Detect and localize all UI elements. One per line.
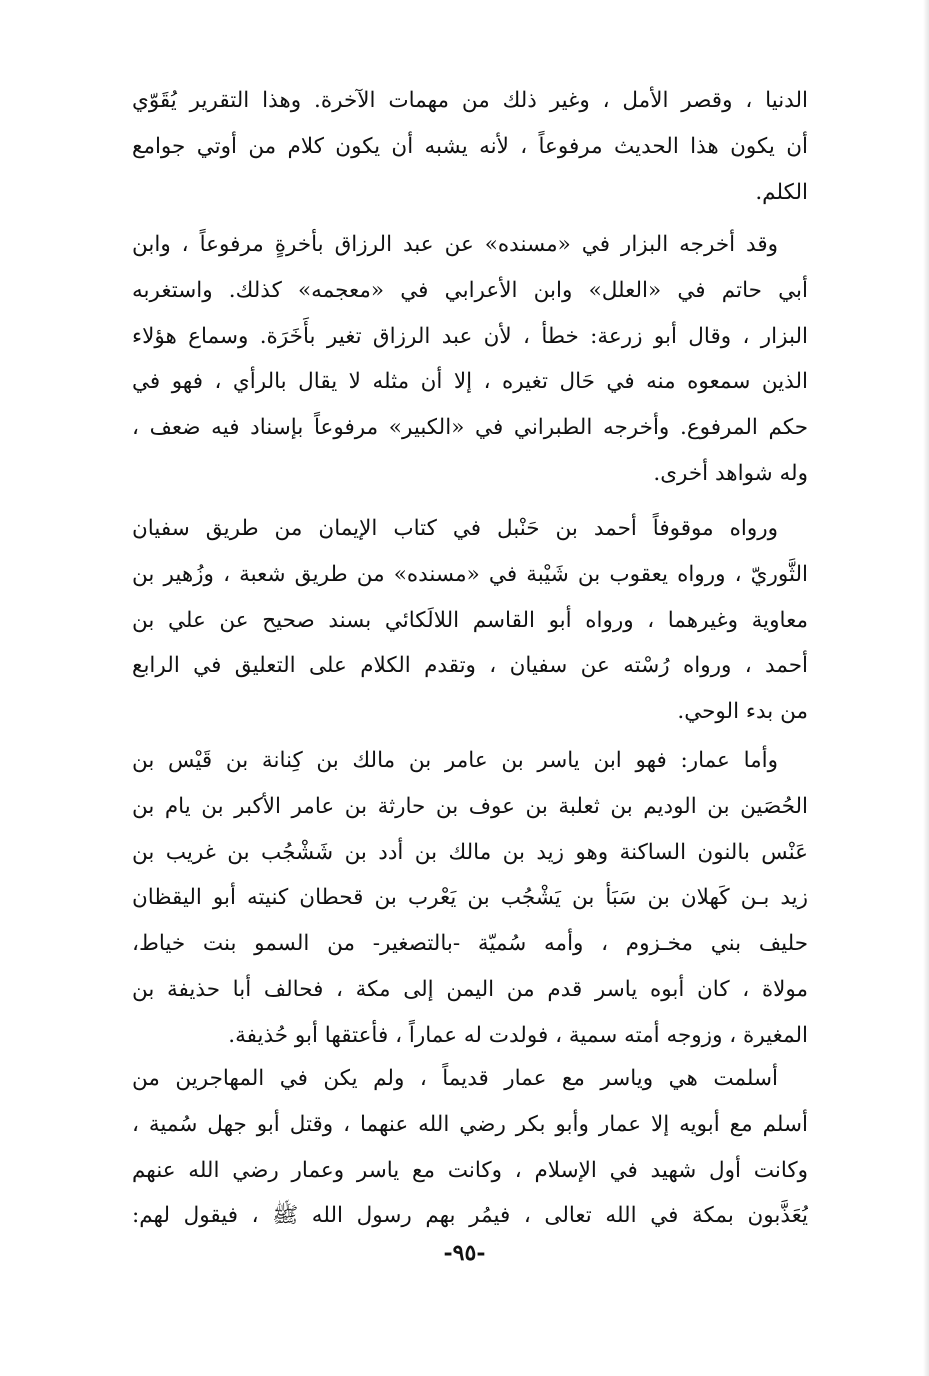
page-number: -٩٥- (443, 1240, 486, 1266)
text-line: عَنْس بالنون الساكنة وهو زيد بن مالك بن أدد بن شَشْجُب بن غريب بن (132, 839, 808, 865)
text-line: أسلمت هي وياسر مع عمار قديماً ، ولم يكن في المهاجرين من (132, 1066, 778, 1091)
page-edge-shadow (923, 0, 929, 1376)
text-line: الحُصَين بن الوديم بن ثعلبة بن عوف بن حارثة بن عامر الأكبر بن يام بن (132, 793, 808, 819)
text-line: وله شواهد أخرى. (653, 460, 808, 486)
text-line: وأما عمار: فهو ابن ياسر بن عامر بن مالك بن كِنانة بن قَيْس بن (132, 748, 778, 773)
text-line: وقد أخرجه البزار في «مسنده» عن عبد الرزاق بأخرةٍ مرفوعاً ، وابن (132, 232, 778, 257)
paragraph-3 (132, 506, 808, 735)
text-line: وكانت أول شهيد في الإسلام ، وكانت مع ياسر وعمار رضي الله عنهم (132, 1157, 808, 1183)
text-line: الذين سمعوه منه في حَال تغيره ، إلا أن مثله لا يقال بالرأي ، فهو في (132, 369, 808, 395)
text-line: ورواه موقوفاً أحمد بن حَنْبل في كتاب الإيمان من طريق سفيان (132, 516, 778, 541)
text-line: مولاة ، كان أبوه ياسر قدم من اليمن إلى مكة ، فحالف أبا حذيفة بن (132, 976, 808, 1002)
paragraph-4 (132, 738, 808, 1059)
text-line: أن يكون هذا الحديث مرفوعاً ، لأنه يشبه أن يكون كلام من أوتي جوامع (132, 133, 808, 159)
paragraph-2 (132, 222, 808, 497)
paragraph-1 (132, 78, 808, 215)
text-line: البزار ، وقال أبو زرعة: خطأ ، لأن عبد الرزاق تغير بأَخَرَة. وسماع هؤلاء (132, 323, 808, 349)
paragraph-5 (132, 1056, 808, 1239)
text-line: يُعَذَّبون بمكة في الله تعالى ، فيمُر بهم رسول الله ﷺ ، فيقول لهم: (132, 1203, 808, 1229)
text-line: حكم المرفوع. وأخرجه الطبراني في «الكبير» مرفوعاً بإسناد فيه ضعف ، (132, 415, 808, 441)
text-line: المغيرة ، وزوجه أمته سمية ، فولدت له عماراً ، فأعتقها أبو حُذيفة. (228, 1022, 808, 1048)
text-line: من بدء الوحي. (677, 699, 808, 725)
text-line: الدنيا ، وقصر الأمل ، وغير ذلك من مهمات الآخرة. وهذا التقرير يُقَوّي (132, 88, 808, 113)
text-line: أسلم مع أبويه إلا عمار وأبو بكر رضي الله عنهما ، وقتل أبو جهل سُمية ، (132, 1111, 808, 1137)
text-line: أبي حاتم في «العلل» وابن الأعرابي في «معجمه» كذلك. واستغربه (132, 277, 808, 303)
text-line: زيد بـن كَهلان بن سَبَأ بن يَشْجُب بن يَعْرب بن قحطان كنيته أبو اليقظان (132, 885, 808, 911)
text-line: حليف بني مخـزوم ، وأمه سُميّة -بالتصغير- من السمو بنت خياط، (132, 931, 808, 957)
text-line: الثَّوريّ ، ورواه يعقوب بن شَيْبة في «مسنده» من طريق شعبة ، وزُهير بن (132, 561, 808, 587)
text-line: معاوية وغيرهما ، ورواه أبو القاسم اللالَكائي بسند صحيح عن علي بن (132, 607, 808, 633)
text-line: أحمد ، ورواه رُسْته عن سفيان ، وتقدم الكلام على التعليق في الرابع (132, 653, 808, 679)
text-line: الكلم. (755, 179, 808, 205)
